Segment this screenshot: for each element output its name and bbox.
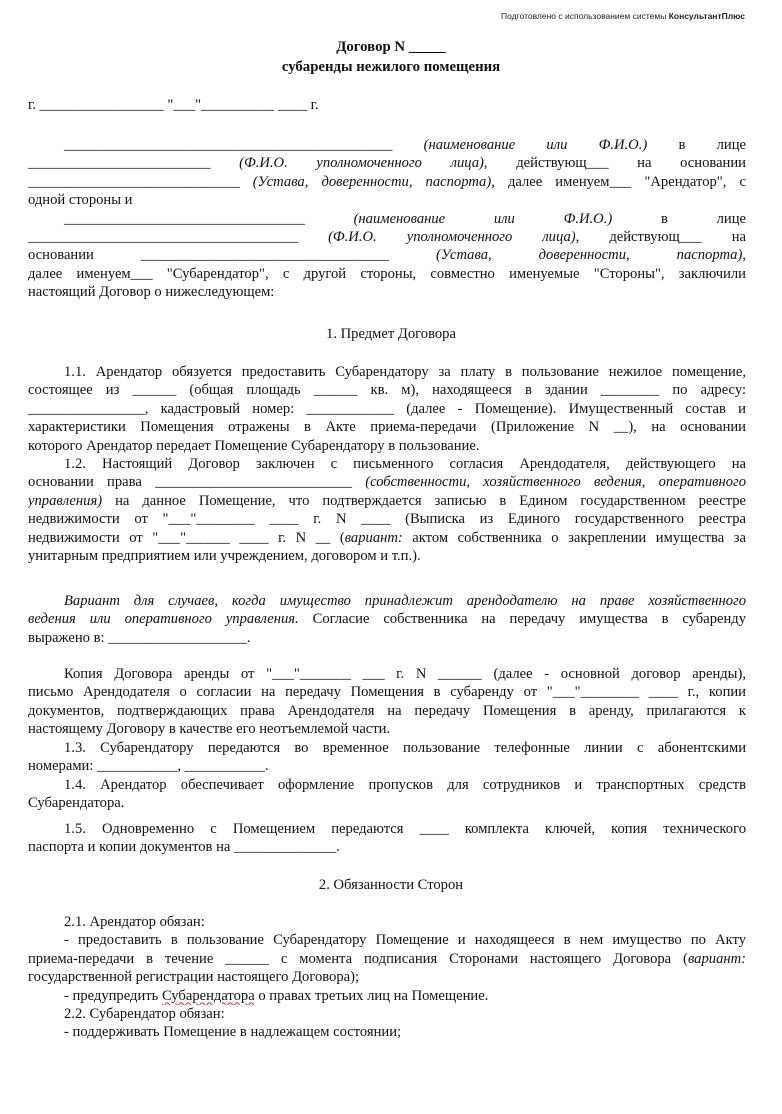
preamble-line: настоящий Договор о нижеследующем: xyxy=(28,284,275,301)
copy-paragraph xyxy=(28,665,746,739)
consultant-header xyxy=(501,7,745,25)
text-line: основании права ___________________________ (собственности, хозяйственного ведения, оперативного xyxy=(28,474,746,491)
italic-note: (Устава, доверенности, паспорта) xyxy=(435,247,743,264)
header-brand: КонсультантПлюс xyxy=(668,11,745,21)
italic-note: (наименование или Ф.И.О.) xyxy=(423,137,648,153)
italic-note: (Устава, доверенности, паспорта) xyxy=(252,173,492,190)
clause-1-1 xyxy=(28,363,746,455)
text-line: характеристики Помещения отражены в Акте приема-передачи (Приложение N __), на основании xyxy=(28,419,746,436)
italic-note: управления) xyxy=(28,492,103,509)
text-line: - предупредить Субарендатора о правах третьих лиц на Помещение. xyxy=(64,987,489,1004)
text-line: 1.2. Настоящий Договор заключен с письменного согласия Арендодателя, действующего на xyxy=(64,456,746,472)
variant-line xyxy=(28,592,746,610)
text-line: документов, подтверждающих права Арендодателя на передачу Помещения в аренду, прилагаются к xyxy=(28,702,746,719)
text-line: недвижимости от "___"________ ____ г. N ____ (Выписка из Единого государственного реестра xyxy=(28,511,746,528)
italic-note: (Ф.И.О. уполномоченного лица) xyxy=(239,155,484,172)
text-line: 1.5. Одновременно с Помещением передаются ____ комплекта ключей, копия технического xyxy=(64,821,746,837)
italic-note: (наименование или Ф.И.О.) xyxy=(353,210,613,227)
header-prefix: Подготовлено с использованием системы xyxy=(501,11,669,21)
text-line: недвижимости от "___"______ ____ г. N __ (вариант: актом собственника о закреплении имущества за xyxy=(28,529,746,546)
text-line: государственной регистрации настоящего Договора); xyxy=(28,969,360,986)
text-line: унитарным предприятием или учреждением, договором и т.п.). xyxy=(28,547,421,564)
contract-subtitle: субаренды нежилого помещения xyxy=(281,59,501,75)
spellcheck-word: Субарендатора xyxy=(161,987,255,1004)
text-line: 2.1. Арендатор обязан: xyxy=(64,914,205,930)
text-line: - предоставить в пользование Субарендатору Помещение и находящееся в нем имущество по Акту xyxy=(64,932,746,949)
contract-title: Договор N _____ xyxy=(336,39,446,55)
preamble-line: одной стороны и xyxy=(28,192,133,209)
place-date-line: г. _________________ "___"__________ ____ г. xyxy=(28,97,319,113)
preamble-line: _____________________________ (Устава, доверенности, паспорта), далее именуем___ "Арендатор", с xyxy=(28,173,746,190)
text-line: состоящее из ______ (общая площадь ______ кв. м), находящееся в здании ________ по адресу: xyxy=(28,382,746,399)
text-line: Субарендатора. xyxy=(28,795,125,812)
text-line: настоящему Договору в качестве его неотъемлемой части. xyxy=(28,721,391,738)
clause-1-5 xyxy=(28,820,746,857)
text-line: 1.1. Арендатор обязуется предоставить Субарендатору за плату в пользование нежилое помещение, xyxy=(64,364,746,380)
text-line: приема-передачи в течение ______ с момента подписания Сторонами настоящего Договора (вариант: xyxy=(28,950,746,967)
clause-1-4 xyxy=(28,776,746,813)
italic-note: вариант: xyxy=(687,950,746,967)
clause-1-3 xyxy=(28,739,746,776)
text-line: ________________, кадастровый номер: ____________ (далее - Помещение). Имущественный состав и xyxy=(28,400,746,417)
italic-note: ведения или оперативного управления. xyxy=(28,611,299,628)
preamble xyxy=(28,136,746,302)
text-line: 1.3. Субарендатору передаются во временное пользование телефонные линии с абонентскими xyxy=(64,740,746,756)
text-line: номерами: ___________, ___________. xyxy=(28,758,269,775)
text-line: управления) на данное Помещение, что подтверждается записью в Едином государственном реестре xyxy=(28,492,746,509)
preamble-line: основании __________________________________ (Устава, доверенности, паспорта), xyxy=(28,247,746,264)
italic-note: (Ф.И.О. уполномоченного лица) xyxy=(328,228,576,245)
variant-line: ведения или оперативного управления. Согласие собственника на передачу имущества в субаренду xyxy=(28,611,746,628)
text-line: - поддерживать Помещение в надлежащем состоянии; xyxy=(64,1024,402,1041)
preamble-line: _________________________ (Ф.И.О. уполномоченного лица), действующ___ на основании xyxy=(28,155,746,172)
preamble-line: _____________________________________________ (наименование или Ф.И.О.) в лице xyxy=(64,137,746,153)
text-line: Копия Договора аренды от "___"_______ ___ г. N ______ (далее - основной договор аренды), xyxy=(64,666,746,682)
preamble-line: _________________________________ (наименование или Ф.И.О.) в лице xyxy=(64,210,746,227)
clause-1-2 xyxy=(28,455,746,565)
variant-line: выражено в: ___________________. xyxy=(28,629,251,646)
italic-note: Вариант для случаев, когда имущество принадлежит арендодателю на праве хозяйственного xyxy=(64,593,746,609)
text-line: 1.4. Арендатор обеспечивает оформление пропусков для сотрудников и транспортных средств xyxy=(64,777,746,793)
section-2-heading: 2. Обязанности Сторон xyxy=(318,877,464,893)
text-line: 2.2. Субарендатор обязан: xyxy=(64,1005,225,1022)
variant-note xyxy=(28,592,746,647)
italic-note: вариант: xyxy=(344,529,403,546)
section-2-body xyxy=(28,913,746,1042)
italic-note: (собственности, хозяйственного ведения, оперативного xyxy=(365,474,746,491)
text-line: письмо Арендодателя о согласии на передачу Помещения в субаренду от "___"________ ____ г., копии xyxy=(28,684,746,701)
text-line: паспорта и копии документов на ______________. xyxy=(28,839,340,856)
preamble-line: _____________________________________ (Ф.И.О. уполномоченного лица), действующ___ на xyxy=(28,228,746,245)
section-1-heading: 1. Предмет Договора xyxy=(326,326,456,342)
text-line: которого Арендатор передает Помещение Субарендатору в пользование. xyxy=(28,437,480,454)
preamble-line: далее именуем___ "Субарендатор", с другой стороны, совместно именуемые "Стороны", заключили xyxy=(28,265,746,282)
